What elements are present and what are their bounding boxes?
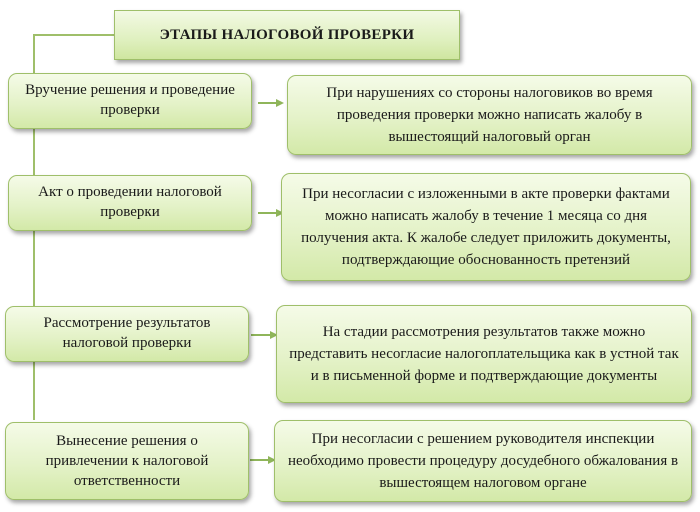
- stage-4-box: Вынесение решения о привлечении к налоговой ответственности: [5, 422, 249, 500]
- stage-1-note: При нарушениях со стороны налоговиков во время проведения проверки можно написать жалобу в вышестоящий налоговый орган: [287, 75, 692, 155]
- stage-3-box: Рассмотрение результатов налоговой проверки: [5, 306, 249, 362]
- stage-2-note: При несогласии с изложенными в акте проверки фактами можно написать жалобу в течение 1 месяца со дня получения акта. К жалобе следует приложить документы, подтверждающие обоснованность претензий: [281, 173, 691, 281]
- stage-1-box: Вручение решения и проведение проверки: [8, 73, 252, 129]
- stage-2-box: Акт о проведении налоговой проверки: [8, 175, 252, 231]
- stage-3-note: На стадии рассмотрения результатов также можно представить несогласие налогоплательщика как в устной так и в письменной форме и подтверждающие документы: [276, 305, 692, 403]
- stage-4-note: При несогласии с решением руководителя инспекции необходимо провести процедуру досудебного обжалования в вышестоящем налоговом органе: [274, 420, 692, 502]
- diagram-title: ЭТАПЫ НАЛОГОВОЙ ПРОВЕРКИ: [114, 10, 460, 60]
